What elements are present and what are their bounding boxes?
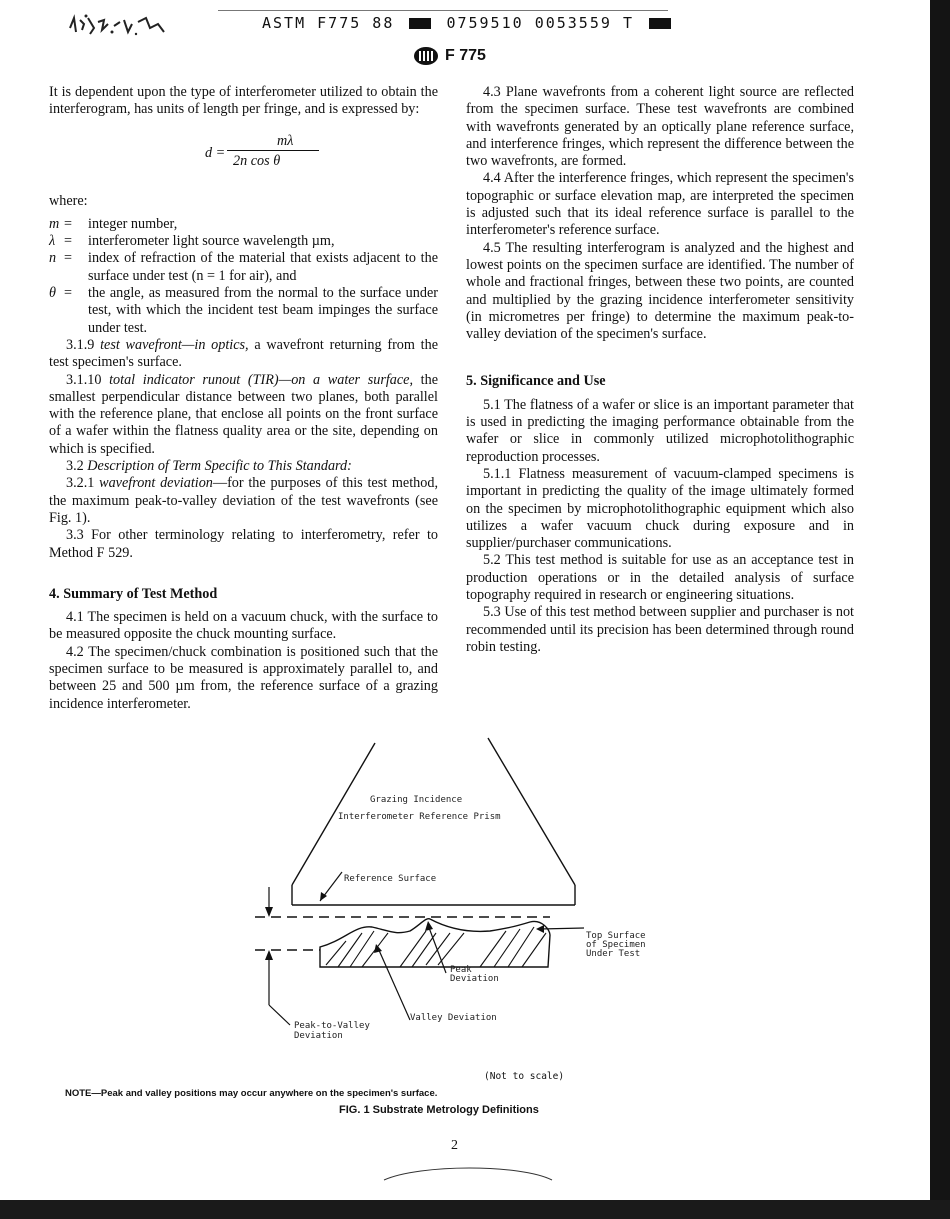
redaction-block	[649, 18, 671, 29]
label-peak-to-valley: Peak-to-Valley	[294, 1021, 370, 1031]
header-code-1: 0759510	[446, 14, 524, 32]
section-number: 3.1.9	[66, 336, 95, 353]
definition-equals: =	[64, 215, 73, 232]
definition-symbol: λ	[49, 233, 56, 250]
paragraph-3-1-9	[49, 337, 438, 372]
definition-item	[49, 233, 438, 250]
section-5-heading: 5. Significance and Use	[466, 373, 606, 390]
intro-paragraph: It is dependent upon the type of interferometer utilized to obtain the interferogram, has units of length per fringe, and is expressed by:	[49, 84, 438, 118]
definition-text: integer number,	[88, 215, 178, 232]
definition-text: the angle, as measured from the normal to the surface under test, with which the incident test beam impinges the surface under test.	[88, 285, 438, 336]
term: wavefront deviation	[99, 475, 213, 492]
definition-symbol: θ	[49, 285, 56, 302]
definition-symbol: n	[49, 250, 57, 267]
figure-caption: FIG. 1 Substrate Metrology Definitions	[339, 1104, 539, 1116]
label-reference-surface: Reference Surface	[344, 874, 437, 884]
arrowhead-icon	[265, 907, 273, 917]
paragraph-3-2-1	[49, 475, 438, 527]
definition-item	[49, 216, 438, 233]
header-title: ASTM F775 88	[262, 14, 395, 32]
paragraph-4-2: 4.2 The specimen/chuck combination is positioned such that the specimen surface to be measured is approximately parallel to, and between 25 and 500 µm from, the reference surface of a grazing incidence interferometer.	[49, 643, 438, 712]
redaction-block	[409, 18, 431, 29]
definition-item	[49, 285, 438, 337]
standard-number: F 775	[445, 47, 486, 64]
right-column	[466, 84, 854, 656]
standard-logo-row	[413, 46, 486, 66]
paragraph-3-1-10	[49, 372, 438, 458]
label-peak-deviation: Deviation	[450, 974, 499, 984]
definition-text: index of refraction of the material that exists adjacent to the surface under test (n = 1 for air), and	[88, 250, 438, 284]
figure-1-diagram	[250, 735, 670, 1065]
formula-numerator: mλ	[277, 132, 294, 149]
section-number: 3.2.1	[66, 475, 95, 492]
paragraph-4-1: 4.1 The specimen is held on a vacuum chuck, with the surface to be measured opposite the chuck mounting surface.	[49, 609, 438, 643]
left-column	[49, 84, 438, 713]
section-4-heading: 4. Summary of Test Method	[49, 585, 218, 602]
term: total indicator runout (TIR)—on a water surface,	[109, 371, 414, 388]
scan-scribble-mark	[66, 10, 176, 40]
term-definition: a wavefront returning from the test specimen's surface.	[49, 336, 438, 371]
formula-fraction-bar	[227, 150, 319, 151]
formula-denominator: 2n cos θ	[233, 152, 281, 169]
definition-list	[49, 216, 438, 337]
paragraph-5-1-1: 5.1.1 Flatness measurement of vacuum-clamped specimens is important in predicting the quality of the image ultimately formed on the specimen by microphotolithographic equipment which also utilizes a wafer vacuum chuck during exposure and in supplier/purchaser communications.	[466, 465, 854, 552]
formula-lhs: d =	[205, 144, 226, 161]
label-of-specimen: of Specimen	[586, 940, 646, 950]
page-number: 2	[451, 1138, 458, 1153]
paragraph-4-4: 4.4 After the interference fringes, which represent the specimen's topographic or surface elevation map, are interpreted the specimen is adjusted such that its ideal reference surface is parallel to the interferometer's reference surface.	[466, 170, 854, 239]
astm-header	[262, 14, 675, 32]
peak-to-valley-pointer	[269, 1005, 290, 1025]
definition-text: interferometer light source wavelength µm,	[88, 233, 335, 250]
label-peak-to-valley-deviation: Deviation	[294, 1031, 343, 1041]
definition-symbol: m	[49, 215, 60, 232]
header-code-2: 0053559	[534, 14, 612, 32]
header-rule	[218, 10, 668, 11]
label-valley-deviation: Valley Deviation	[410, 1013, 497, 1023]
label-grazing-incidence: Grazing Incidence	[370, 795, 463, 805]
definition-item	[49, 250, 438, 285]
paragraph-5-3: 5.3 Use of this test method between supplier and purchaser is not recommended until its precision has been determined through round robin testing.	[466, 604, 854, 655]
term-definition: —for the purposes of this test method, the maximum peak-to-valley deviation of the test wavefronts (see Fig. 1).	[49, 475, 439, 526]
label-reference-prism: Interferometer Reference Prism	[338, 812, 501, 822]
not-to-scale-label: (Not to scale)	[484, 1071, 565, 1082]
label-top-surface: Top Surface	[586, 931, 646, 941]
paragraph-5-1: 5.1 The flatness of a wafer or slice is an important parameter that is used in predicting the imaging performance obtainable from the wafer or slice in commonly utilized microphotolithographic reproduction processes.	[466, 396, 854, 465]
paragraph-4-5: 4.5 The resulting interferogram is analyzed and the highest and lowest points on the specimen surface are identified. The number of whole and fractional fringes, between these two points, are counted and multiplied by the grazing incidence interferometer sensitivity (in micrometres per fringe) to determine the maximum peak-to-valley deviation of the specimen's surface.	[466, 239, 854, 343]
term-definition: the smallest perpendicular distance between two planes, both parallel with the reference plane, that enclose all points on the front surface of a wafer within the flatness quality area or the site, depending on which is specified.	[49, 371, 439, 457]
scan-edge-shadow	[930, 0, 950, 1219]
header-code-3: T	[622, 14, 634, 32]
figure-note: NOTE—Peak and valley positions may occur anywhere on the specimen's surface.	[65, 1088, 438, 1099]
astm-logo-icon	[413, 46, 439, 66]
scan-bottom-shadow	[0, 1200, 950, 1219]
paragraph-3-3: 3.3 For other terminology relating to interferometry, refer to Method F 529.	[49, 527, 438, 561]
label-peak: Peak	[450, 965, 472, 975]
where-label: where:	[49, 192, 88, 209]
definition-equals: =	[64, 250, 73, 267]
arrowhead-icon	[265, 950, 273, 960]
section-number: 3.2	[66, 458, 84, 475]
label-under-test: Under Test	[586, 949, 641, 959]
page-curl-mark	[380, 1160, 560, 1182]
term: test wavefront—in optics,	[100, 336, 249, 353]
paragraph-4-3: 4.3 Plane wavefronts from a coherent light source are reflected from the specimen surface. These test wavefronts are combined with wavefronts generated by an optically plane reference surface, and interference fringes, which represent the difference between the two wavefronts, are formed.	[466, 84, 854, 170]
definition-equals: =	[64, 233, 73, 250]
definition-equals: =	[64, 285, 73, 302]
paragraph-3-2	[49, 458, 438, 475]
formula	[49, 129, 438, 185]
section-number: 3.1.10	[66, 371, 102, 388]
paragraph-5-2: 5.2 This test method is suitable for use as an acceptance test in production operations or in the detailed analysis of surface topography required in research or engineering situations.	[466, 552, 854, 604]
term: Description of Term Specific to This Standard:	[87, 458, 352, 475]
